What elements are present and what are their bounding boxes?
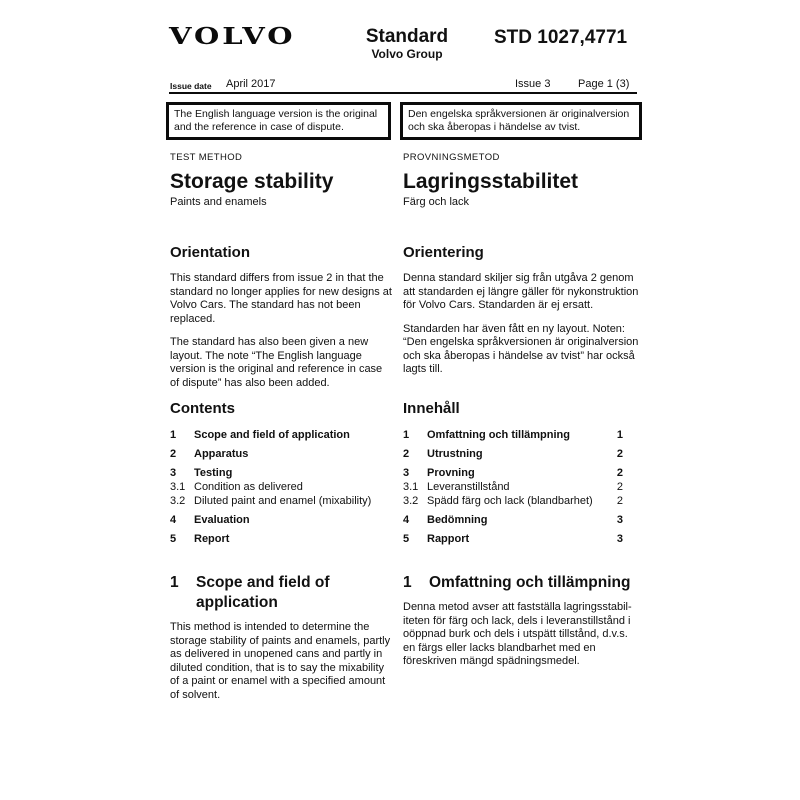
toc-item (170, 428, 392, 442)
toc-page: 2 (616, 448, 623, 460)
orientation-heading-sv: Orientering (403, 244, 484, 261)
toc-item (403, 466, 623, 480)
toc-label: Omfattning och tillämpning (427, 429, 570, 441)
toc-item (403, 494, 623, 508)
language-notice-en: The English language version is the original and the reference in case of dispute. (166, 102, 391, 140)
toc-label: Leveranstillstånd (427, 481, 510, 493)
section-title: Omfattning och tillämpning (429, 574, 631, 591)
toc-num: 1 (170, 429, 177, 441)
paragraph: This standard differs from issue 2 in that the standard no longer applies for new designs at Volvo Cars. The standard has not been replaced. (170, 272, 392, 325)
doc-title-sv: Lagringsstabilitet (403, 170, 579, 193)
paragraph: This method is intended to determine the storage stability of paints and enamels, partly as delivered in unopened cans and partly in diluted condition, that is to say the mixability of a paint or enamel with a specified amount of solvent. (170, 621, 391, 701)
toc-page: 3 (616, 533, 623, 545)
language-notice-sv: Den engelska språkversionen är originalversion och ska åberopas i händelse av tvist. (400, 102, 642, 140)
doc-type: Standard (365, 26, 449, 47)
toc-label: Bedömning (427, 514, 488, 526)
toc-item (170, 447, 392, 461)
toc-label: Diluted paint and enamel (mixability) (194, 495, 372, 507)
toc-page: 3 (616, 514, 623, 526)
issue-date-label: Issue date (170, 81, 212, 91)
contents-heading-en: Contents (170, 400, 235, 417)
toc-item (170, 480, 392, 494)
section1-en (170, 573, 392, 712)
page-number: Page 1 (3) (578, 78, 630, 90)
contents-heading-sv: Innehåll (403, 400, 460, 417)
standard-title-block (340, 26, 474, 61)
kicker-en: TEST METHOD (170, 152, 243, 163)
toc-label: Condition as delivered (194, 481, 303, 493)
section-title: Scope and field of application (196, 574, 330, 611)
toc-num: 3 (170, 467, 177, 479)
toc-item (403, 532, 623, 546)
paragraph: The standard has also been given a new layout. The note “The English language version is the original and reference in case of dispute” has also been added. (170, 336, 383, 389)
title-block-sv (403, 152, 643, 208)
section1-sv (403, 573, 643, 679)
issue-number: Issue 3 (515, 78, 551, 90)
volvo-logo: VOLVO (169, 22, 296, 50)
orientation-section-sv (403, 244, 643, 387)
doc-subtitle-en: Paints and enamels (170, 196, 267, 208)
toc-page: 2 (616, 495, 623, 507)
toc-label: Report (194, 533, 230, 545)
toc-en (170, 428, 392, 546)
orientation-heading-en: Orientation (170, 244, 251, 261)
header-divider (169, 92, 637, 94)
kicker-sv: PROVNINGSMETOD (403, 152, 500, 163)
toc-item (170, 466, 392, 480)
toc-num: 2 (403, 448, 410, 460)
toc-page: 1 (616, 429, 623, 441)
paragraph: Standarden har även fått en ny layout. Noten: “Den engelska språkversionen är originalversion och ska åberopas i händelse av tvist” har också lagts till. (403, 322, 639, 375)
contents-section-sv (403, 400, 643, 546)
contents-section-en (170, 400, 392, 546)
issue-date-value: April 2017 (226, 78, 276, 90)
doc-number: STD 1027,4771 (494, 27, 628, 48)
toc-label: Utrustning (427, 448, 483, 460)
toc-num: 3.1 (403, 481, 419, 493)
toc-label: Rapport (427, 533, 470, 545)
toc-num: 4 (170, 514, 177, 526)
toc-label: Provning (427, 467, 475, 479)
toc-num: 5 (403, 533, 410, 545)
toc-sv (403, 428, 623, 546)
toc-item (403, 447, 623, 461)
toc-page: 2 (616, 481, 623, 493)
toc-num: 1 (403, 429, 410, 441)
org-name: Volvo Group (371, 47, 443, 61)
toc-num: 3.1 (170, 481, 186, 493)
toc-item (403, 480, 623, 494)
section1-heading-sv (403, 573, 643, 593)
toc-item (170, 513, 392, 527)
toc-label: Apparatus (194, 448, 249, 460)
toc-item (170, 494, 392, 508)
paragraph: Denna metod avser att fastställa lagringsstabiliteten för färg och lack, dels i leveranstillstånd i oöppnad burk och dels i utspätt tillstånd, d.v.s. en färgs eller lacks blandbarhet med en föreskriven mängd spädningsmedel. (403, 601, 632, 667)
toc-num: 5 (170, 533, 177, 545)
toc-item (403, 428, 623, 442)
title-block-en (170, 152, 392, 208)
section1-heading-en (170, 573, 392, 613)
toc-num: 3.2 (403, 495, 419, 507)
toc-num: 4 (403, 514, 410, 526)
orientation-section-en (170, 244, 392, 400)
toc-label: Spädd färg och lack (blandbarhet) (427, 495, 593, 507)
toc-item (403, 513, 623, 527)
doc-subtitle-sv: Färg och lack (403, 196, 470, 208)
toc-label: Evaluation (194, 514, 250, 526)
toc-num: 2 (170, 448, 177, 460)
toc-num: 3 (403, 467, 410, 479)
section-number: 1 (403, 574, 412, 591)
toc-label: Testing (194, 467, 233, 479)
toc-page: 2 (616, 467, 623, 479)
section-number: 1 (170, 574, 179, 591)
doc-title-en: Storage stability (170, 170, 334, 193)
toc-item (170, 532, 392, 546)
paragraph: Denna standard skiljer sig från utgåva 2 genom att standarden ej längre gäller för nykonstruktion för Volvo Cars. Standarden är ej ersatt. (403, 272, 639, 311)
toc-num: 3.2 (170, 495, 186, 507)
toc-label: Scope and field of application (194, 429, 350, 441)
